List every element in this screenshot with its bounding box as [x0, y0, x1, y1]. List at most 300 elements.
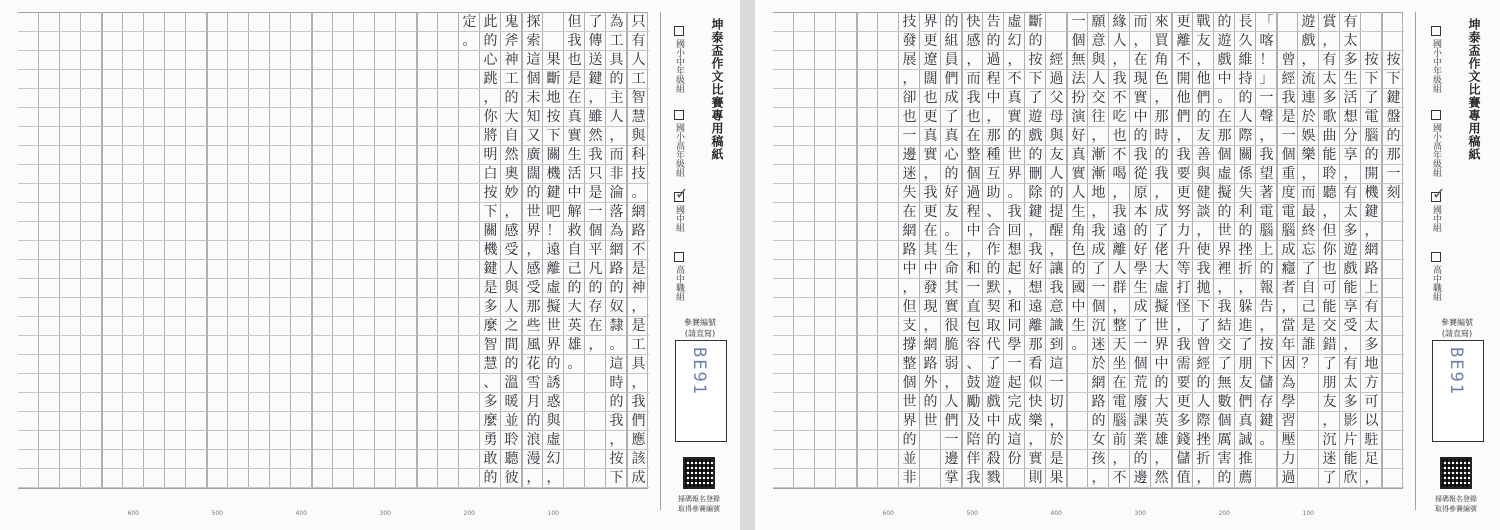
grid-cell: [81, 336, 102, 355]
grid-cell: 慧: [480, 355, 501, 374]
grid-cell: 人: [501, 260, 522, 279]
grid-cell: 心: [941, 146, 962, 165]
grid-cell: [270, 393, 291, 412]
category-option-elementary-high-right[interactable]: 國小高年級組: [1430, 110, 1443, 177]
grid-cell: 世: [1151, 317, 1172, 336]
grid-cell: [270, 203, 291, 222]
grid-cell: 多: [1340, 51, 1361, 70]
grid-cell: [18, 241, 39, 260]
grid-cell: ，: [1256, 317, 1277, 336]
grid-cell: 更: [920, 108, 941, 127]
category-option-elementary-high-left[interactable]: 國小高年級組: [673, 110, 686, 177]
grid-cell: [291, 203, 312, 222]
grid-cell: 我: [1151, 165, 1172, 184]
grid-cell: 能: [1340, 279, 1361, 298]
grid-column: [312, 13, 333, 488]
grid-cell: [81, 127, 102, 146]
grid-cell: [354, 184, 375, 203]
grid-cell: 慧: [628, 108, 649, 127]
grid-cell: 個: [1214, 412, 1235, 431]
grid-cell: 戲: [1298, 32, 1319, 51]
grid-cell: [60, 336, 81, 355]
grid-cell: [165, 298, 186, 317]
grid-cell: [60, 89, 81, 108]
grid-cell: ，: [1088, 469, 1109, 488]
grid-cell: 係: [1235, 165, 1256, 184]
grid-cell: [228, 279, 249, 298]
grid-cell: 下: [480, 203, 501, 222]
grid-cell: [186, 13, 207, 32]
grid-cell: [396, 336, 417, 355]
grid-cell: 的: [1130, 222, 1151, 241]
grid-cell: 一: [585, 203, 606, 222]
grid-cell: 同: [1004, 317, 1025, 336]
grid-cell: [208, 469, 229, 488]
grid-cell: [103, 317, 124, 336]
category-option-elementary-mid-left[interactable]: 國小中年級組: [673, 26, 686, 93]
grid-cell: 一: [941, 431, 962, 450]
grid-cell: [354, 222, 375, 241]
grid-cell: 聽: [501, 450, 522, 469]
grid-cell: 友: [1319, 393, 1340, 412]
grid-cell: 了: [1319, 355, 1340, 374]
grid-cell: 群: [1109, 279, 1130, 298]
grid-cell: [123, 374, 144, 393]
grid-cell: [794, 222, 815, 241]
grid-cell: [144, 146, 165, 165]
grid-cell: [270, 336, 291, 355]
grid-cell: [186, 184, 207, 203]
grid-cell: [773, 431, 794, 450]
grid-cell: 挫: [1193, 431, 1214, 450]
grid-cell: 盤: [1383, 108, 1404, 127]
grid-cell: [81, 165, 102, 184]
grid-cell: 淪: [606, 184, 627, 203]
grid-cell: 界: [543, 336, 564, 355]
grid-cell: 想: [1340, 108, 1361, 127]
grid-cell: 友: [941, 203, 962, 222]
grid-cell: [81, 355, 102, 374]
grid-cell: 下: [1193, 298, 1214, 317]
grid-cell: 娛: [1298, 127, 1319, 146]
grid-cell: [60, 127, 81, 146]
grid-cell: 折: [1235, 260, 1256, 279]
grid-cell: 機: [1361, 184, 1382, 203]
grid-cell: 年: [1278, 336, 1299, 355]
grid-cell: [564, 412, 585, 431]
grid-cell: [375, 127, 396, 146]
grid-cell: [920, 469, 941, 488]
grid-cell: [165, 146, 186, 165]
grid-cell: 也: [564, 51, 585, 70]
grid-cell: 月: [523, 393, 544, 412]
grid-cell: 的: [941, 13, 962, 32]
grid-cell: [228, 450, 249, 469]
grid-cell: ，: [1109, 184, 1130, 203]
grid-cell: 失: [899, 184, 920, 203]
grid-cell: [459, 165, 480, 184]
grid-cell: 生: [1068, 203, 1089, 222]
grid-cell: [794, 13, 815, 32]
grid-cell: [354, 51, 375, 70]
grid-cell: [81, 450, 102, 469]
grid-cell: [418, 203, 439, 222]
grid-cell: 看: [1025, 355, 1046, 374]
grid-cell: 值: [1173, 469, 1194, 488]
grid-cell: [564, 450, 585, 469]
grid-cell: [836, 260, 857, 279]
grid-cell: [208, 222, 229, 241]
grid-cell: ，: [920, 165, 941, 184]
grid-cell: 傳: [585, 32, 606, 51]
grid-cell: [39, 431, 60, 450]
grid-cell: ，: [1088, 127, 1109, 146]
grid-cell: 中: [899, 260, 920, 279]
grid-cell: 與: [1046, 127, 1067, 146]
grid-cell: [354, 146, 375, 165]
grid-cell: [144, 374, 165, 393]
grid-cell: 有: [1340, 184, 1361, 203]
grid-cell: [815, 393, 836, 412]
grid-cell: 又: [523, 127, 544, 146]
grid-cell: 的: [899, 431, 920, 450]
grid-cell: 索: [523, 32, 544, 51]
grid-column: [836, 13, 857, 488]
category-option-junior-high-left[interactable]: 國中組: [673, 192, 686, 232]
grid-cell: 鍵: [543, 184, 564, 203]
grid-cell: 惑: [543, 393, 564, 412]
grid-cell: 那: [1214, 127, 1235, 146]
grid-cell: [1383, 393, 1404, 412]
grid-cell: 救: [564, 222, 585, 241]
grid-cell: ，: [1025, 222, 1046, 241]
ruler-tick-label: 300: [379, 510, 391, 517]
grid-cell: [208, 298, 229, 317]
grid-cell: [18, 393, 39, 412]
grid-cell: [333, 127, 354, 146]
grid-cell: [60, 355, 81, 374]
grid-cell: 網: [920, 336, 941, 355]
grid-cell: 遊: [1214, 32, 1235, 51]
grid-cell: [396, 184, 417, 203]
grid-cell: [396, 89, 417, 108]
grid-cell: [165, 108, 186, 127]
grid-cell: [39, 336, 60, 355]
grid-cell: [585, 412, 606, 431]
grid-cell: 善: [1193, 146, 1214, 165]
grid-cell: [1068, 469, 1089, 488]
grid-cell: [123, 203, 144, 222]
grid-cell: 下: [1256, 355, 1277, 374]
grid-cell: [123, 450, 144, 469]
grid-cell: [208, 431, 229, 450]
grid-cell: [39, 241, 60, 260]
grid-cell: 與: [543, 412, 564, 431]
grid-cell: [815, 184, 836, 203]
qr-code-icon-right: [1440, 457, 1472, 489]
grid-column: [354, 13, 375, 488]
grid-cell: 學: [1130, 260, 1151, 279]
grid-cell: 非: [899, 469, 920, 488]
grid-cell: [228, 431, 249, 450]
grid-cell: 界: [899, 412, 920, 431]
grid-cell: 在: [585, 317, 606, 336]
grid-cell: [333, 355, 354, 374]
grid-cell: [18, 127, 39, 146]
category-option-elementary-mid-right[interactable]: 國小中年級組: [1430, 26, 1443, 93]
grid-cell: 路: [628, 222, 649, 241]
grid-cell: 的: [1025, 32, 1046, 51]
grid-cell: [375, 222, 396, 241]
grid-cell: 的: [1214, 203, 1235, 222]
grid-cell: 我: [1193, 260, 1214, 279]
grid-cell: 我: [1046, 279, 1067, 298]
grid-cell: [208, 165, 229, 184]
grid-cell: [39, 127, 60, 146]
grid-cell: [291, 336, 312, 355]
grid-cell: [249, 70, 270, 89]
grid-cell: [794, 260, 815, 279]
grid-cell: 按: [1383, 51, 1404, 70]
grid-cell: 坐: [1109, 355, 1130, 374]
grid-cell: 歌: [1319, 108, 1340, 127]
grid-cell: 種: [983, 146, 1004, 165]
grid-cell: 我: [606, 412, 627, 431]
character-count-ruler-right: [755, 510, 1500, 524]
grid-cell: [459, 70, 480, 89]
grid-cell: ，: [1130, 32, 1151, 51]
grid-cell: 習: [1278, 412, 1299, 431]
grid-column: [1277, 13, 1298, 488]
grid-cell: 電: [1256, 203, 1277, 222]
grid-column: [962, 13, 983, 488]
grid-cell: [39, 469, 60, 488]
grid-cell: [333, 203, 354, 222]
grid-cell: [291, 374, 312, 393]
grid-cell: [270, 298, 291, 317]
grid-cell: 也: [1109, 127, 1130, 146]
grid-cell: 好: [1130, 241, 1151, 260]
grid-cell: [291, 127, 312, 146]
grid-cell: [123, 279, 144, 298]
grid-cell: 腦: [1361, 127, 1382, 146]
grid-cell: [878, 184, 899, 203]
grid-cell: [186, 374, 207, 393]
ruler-tick-label: 400: [295, 510, 307, 517]
grid-cell: 讓: [1046, 260, 1067, 279]
grid-column: [18, 13, 39, 488]
grid-cell: 展: [899, 51, 920, 70]
grid-cell: 發: [920, 279, 941, 298]
grid-cell: 回: [1004, 222, 1025, 241]
scan-caption-left: 掃碼報名登錄 取得參賽編號: [678, 495, 720, 513]
grid-cell: [1383, 469, 1404, 488]
grid-column: [228, 13, 249, 488]
grid-cell: [39, 51, 60, 70]
grid-cell: [1383, 203, 1404, 222]
grid-cell: 。: [628, 184, 649, 203]
grid-cell: ，: [1193, 222, 1214, 241]
grid-cell: 除: [1025, 184, 1046, 203]
grid-column: [81, 13, 102, 488]
grid-cell: [438, 469, 459, 488]
grid-cell: [438, 431, 459, 450]
grid-cell: 度: [1278, 184, 1299, 203]
grid-cell: [1383, 355, 1404, 374]
grid-cell: [123, 298, 144, 317]
category-option-senior-high-left[interactable]: 高中職組: [673, 252, 686, 301]
grid-cell: [836, 203, 857, 222]
grid-cell: [375, 355, 396, 374]
grid-cell: 世: [1214, 222, 1235, 241]
grid-column: [417, 13, 438, 488]
grid-cell: [1046, 32, 1067, 51]
grid-cell: [208, 13, 229, 32]
grid-cell: [375, 431, 396, 450]
grid-cell: [18, 32, 39, 51]
grid-cell: 太: [1340, 32, 1361, 51]
grid-cell: 麼: [480, 317, 501, 336]
grid-cell: [354, 13, 375, 32]
grid-cell: 那: [1383, 146, 1404, 165]
grid-cell: 享: [1340, 298, 1361, 317]
grid-cell: 此: [480, 13, 501, 32]
grid-cell: 我: [1004, 203, 1025, 222]
grid-cell: [313, 32, 334, 51]
grid-cell: 下: [543, 127, 564, 146]
grid-cell: 下: [1361, 70, 1382, 89]
grid-cell: 那: [523, 298, 544, 317]
grid-cell: 多: [1173, 412, 1194, 431]
grid-cell: 個: [963, 165, 984, 184]
grid-cell: 往: [1088, 108, 1109, 127]
grid-cell: [165, 89, 186, 108]
grid-cell: [313, 355, 334, 374]
grid-cell: [354, 32, 375, 51]
grid-cell: 世: [920, 412, 941, 431]
grid-cell: [459, 298, 480, 317]
category-option-senior-high-right[interactable]: 高中職組: [1430, 252, 1443, 301]
grid-cell: 我: [1025, 241, 1046, 260]
grid-cell: 的: [606, 393, 627, 412]
grid-cell: [878, 89, 899, 108]
grid-cell: [878, 260, 899, 279]
grid-cell: 離: [1025, 317, 1046, 336]
grid-cell: 界: [1004, 165, 1025, 184]
grid-cell: 更: [1173, 184, 1194, 203]
grid-cell: 、: [963, 355, 984, 374]
grid-cell: 己: [1298, 298, 1319, 317]
grid-cell: 一: [1004, 355, 1025, 374]
grid-cell: 按: [1361, 51, 1382, 70]
grid-cell: 闊: [523, 165, 544, 184]
grid-column: [522, 13, 543, 488]
grid-cell: 過: [1046, 70, 1067, 89]
grid-cell: [418, 241, 439, 260]
grid-cell: [878, 469, 899, 488]
grid-cell: [564, 393, 585, 412]
grid-cell: ，: [941, 374, 962, 393]
entry-number-value-left: BE91: [689, 347, 709, 396]
grid-cell: [375, 450, 396, 469]
grid-cell: 的: [1383, 127, 1404, 146]
grid-cell: [375, 89, 396, 108]
grid-cell: [103, 450, 124, 469]
grid-cell: [60, 184, 81, 203]
grid-cell: [354, 450, 375, 469]
grid-cell: 個: [1278, 146, 1299, 165]
grid-cell: [1383, 13, 1404, 32]
grid-cell: 腦: [1256, 222, 1277, 241]
grid-cell: 多: [480, 298, 501, 317]
grid-cell: 路: [920, 355, 941, 374]
grid-cell: [354, 127, 375, 146]
grid-cell: 非: [606, 165, 627, 184]
grid-cell: 了: [941, 108, 962, 127]
grid-cell: 世: [523, 203, 544, 222]
grid-cell: 國: [1068, 279, 1089, 298]
grid-cell: ，: [1088, 203, 1109, 222]
grid-cell: [333, 108, 354, 127]
grid-cell: [354, 469, 375, 488]
grid-cell: [815, 241, 836, 260]
grid-cell: ，: [1109, 450, 1130, 469]
grid-cell: [60, 431, 81, 450]
grid-cell: [333, 412, 354, 431]
grid-cell: 人: [1235, 108, 1256, 127]
grid-cell: [1278, 13, 1299, 32]
grid-cell: 有: [628, 32, 649, 51]
grid-cell: [249, 298, 270, 317]
grid-cell: [208, 374, 229, 393]
grid-cell: 的: [1004, 127, 1025, 146]
grid-cell: ，: [1340, 336, 1361, 355]
category-option-junior-high-right[interactable]: 國中組: [1430, 192, 1443, 232]
grid-cell: [878, 165, 899, 184]
grid-cell: 實: [1004, 108, 1025, 127]
grid-cell: [459, 431, 480, 450]
grid-cell: [333, 165, 354, 184]
grid-cell: [794, 32, 815, 51]
grid-cell: 了: [1130, 317, 1151, 336]
grid-cell: [333, 393, 354, 412]
grid-cell: 然: [585, 127, 606, 146]
grid-cell: [585, 374, 606, 393]
grid-cell: [354, 336, 375, 355]
ruler-tick-label: 100: [547, 510, 559, 517]
grid-cell: [354, 108, 375, 127]
entry-number-value-right: BE91: [1446, 347, 1466, 396]
grid-cell: 從: [1130, 165, 1151, 184]
grid-cell: 卻: [899, 89, 920, 108]
grid-cell: 們: [1173, 108, 1194, 127]
grid-cell: [836, 412, 857, 431]
grid-cell: [585, 469, 606, 488]
grid-cell: ，: [1361, 222, 1382, 241]
grid-cell: [103, 241, 124, 260]
grid-cell: [773, 32, 794, 51]
grid-cell: 中: [564, 184, 585, 203]
grid-cell: [18, 279, 39, 298]
grid-cell: 但: [564, 13, 585, 32]
grid-cell: [836, 89, 857, 108]
grid-cell: 的: [501, 355, 522, 374]
grid-cell: 的: [1256, 260, 1277, 279]
grid-cell: 我: [1256, 146, 1277, 165]
grid-cell: 但: [899, 298, 920, 317]
grid-cell: 神: [501, 51, 522, 70]
grid-cell: [313, 374, 334, 393]
